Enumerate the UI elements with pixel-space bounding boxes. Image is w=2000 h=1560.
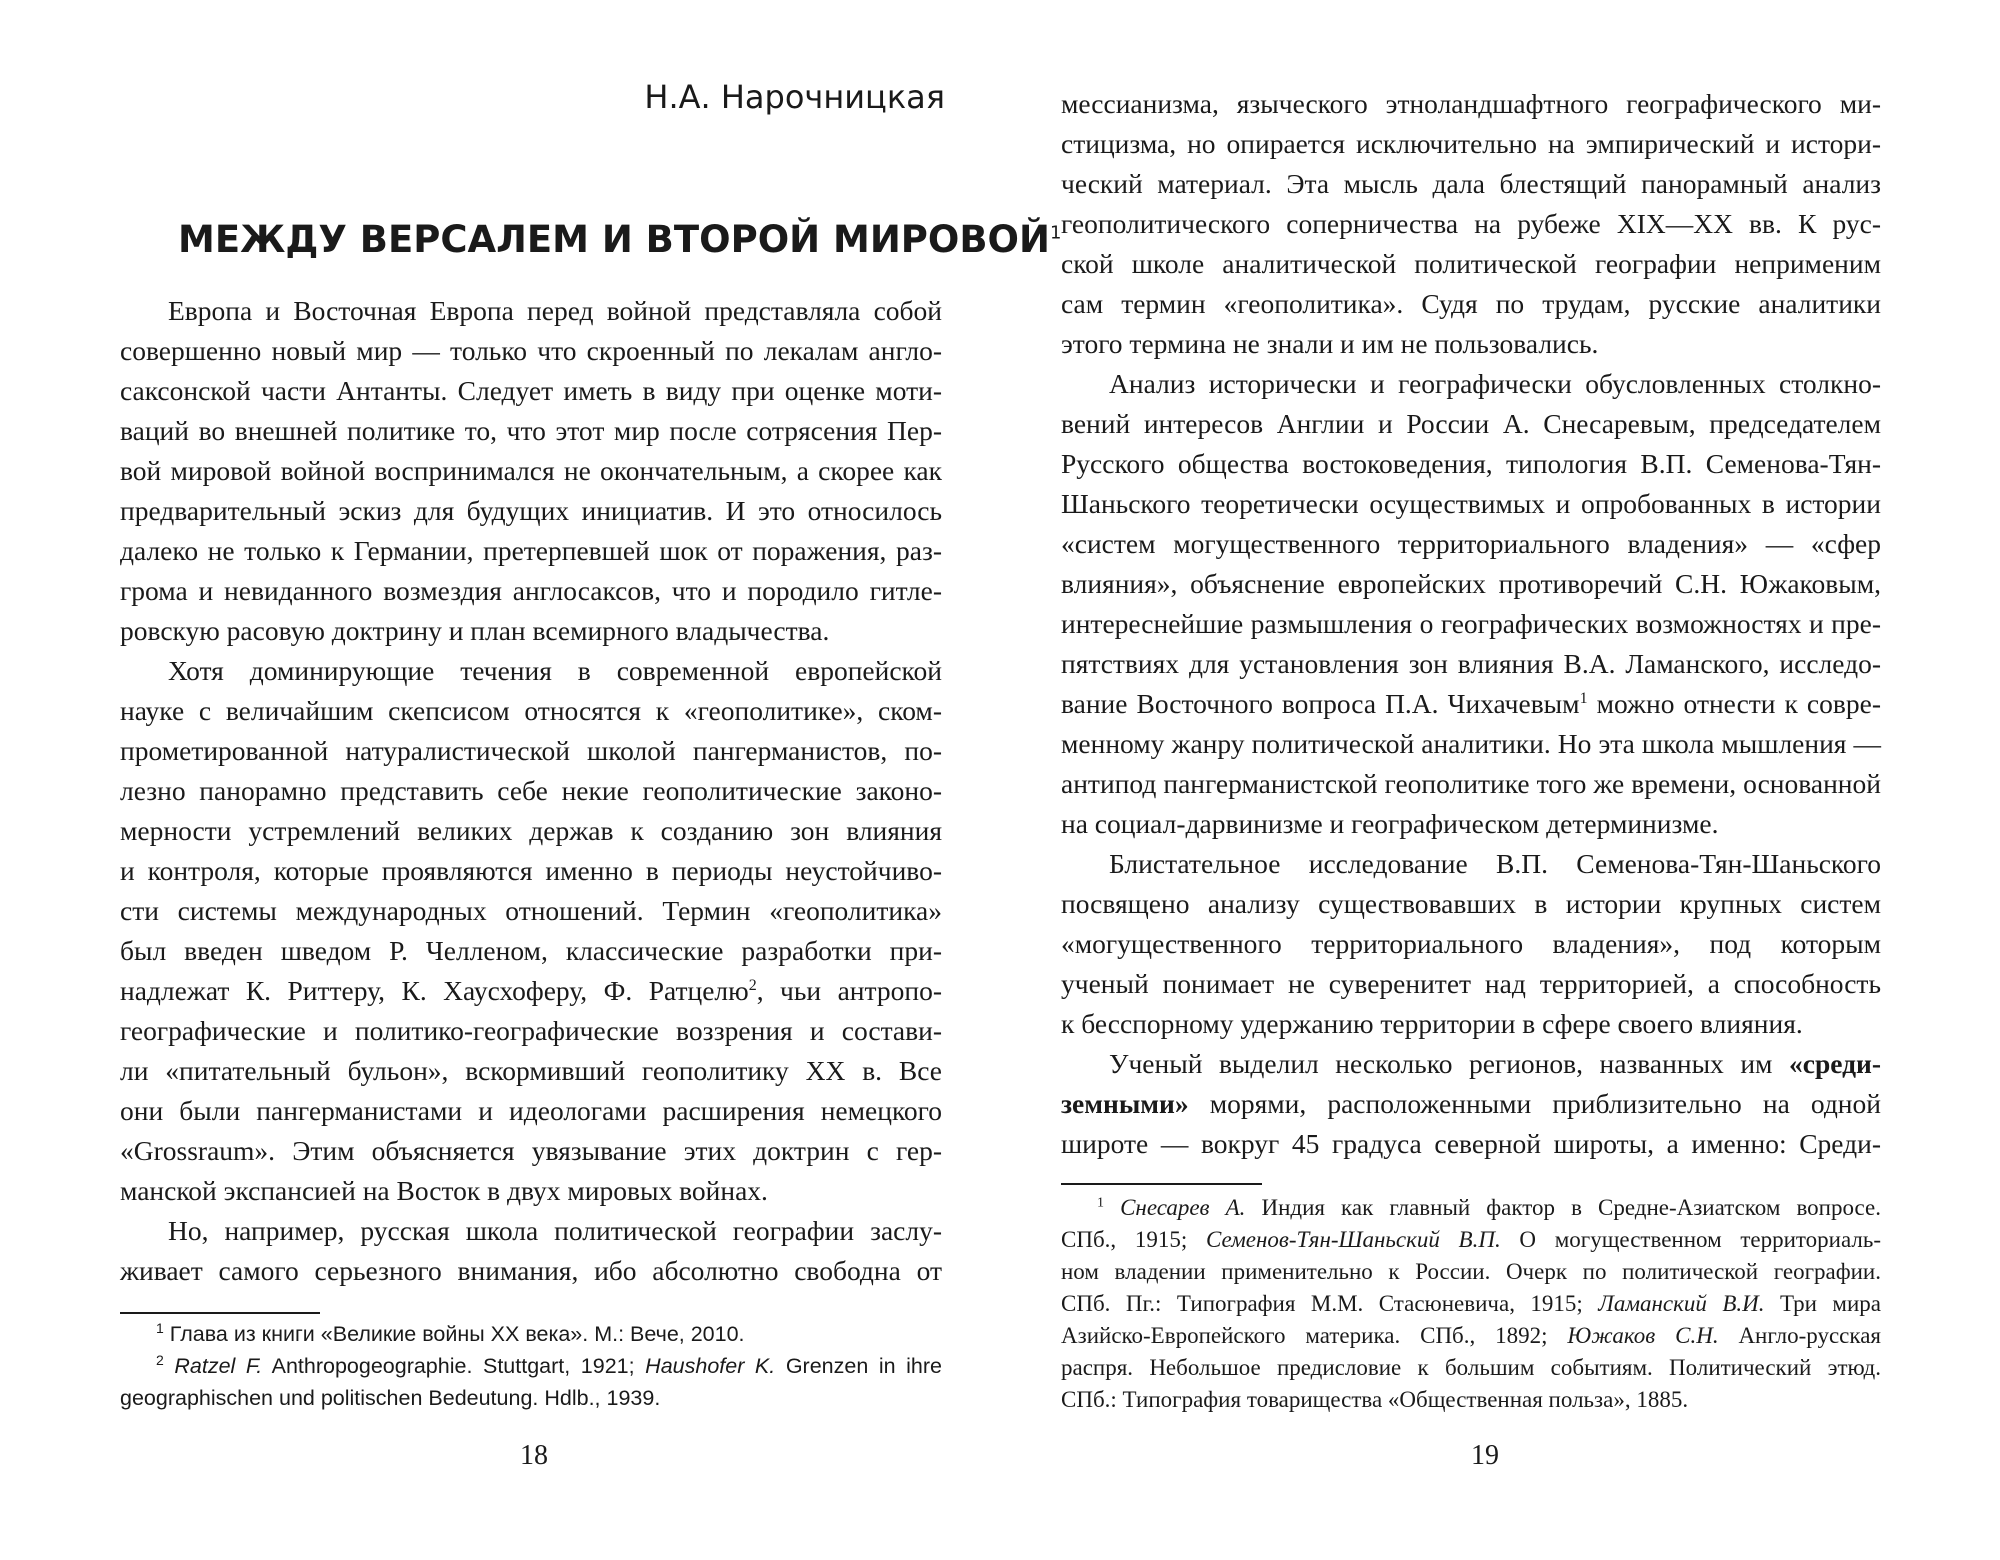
text-line: этого термина не знали и им не пользовались. [1061,328,1599,359]
footnote-divider [120,1312,320,1314]
text-line: сам термин «геополитика». Судя по трудам, русские аналитики [1061,288,1881,319]
footnote-1 [120,1318,942,1350]
text-line: мессианизма, языческого этноландшафтного географического ми- [1061,88,1881,119]
text-line: они были пангерманистами и идеологами расширения немецкого [120,1095,942,1126]
text-line: мерности устремлений великих держав к созданию зон влияния [120,815,942,846]
footnote-text-line: geographischen und politischen Bedeutung. Hdlb., 1939. [120,1386,661,1410]
text-line: влияния», объяснение европейских противоречий С.Н. Южаковым, [1061,568,1881,599]
right-page [1000,0,2000,1560]
footnote-text: Глава из книги «Великие войны XX века». М.: Вече, 2010. [169,1322,745,1346]
text-line: Но, например, русская школа политической географии заслу- [168,1215,942,1246]
text-line: далеко не только к Германии, претерпевшей шок от поражения, раз- [120,535,942,566]
footnote-divider [1061,1183,1262,1185]
footnote-text-line [1061,1288,1881,1320]
footnote-text-line: ном владении применительно к России. Очерк по политической географии. [1061,1259,1881,1284]
text-line: живает самого серьезного внимания, ибо абсолютно свободна от [120,1255,942,1286]
chapter-title-text: МЕЖДУ ВЕРСАЛЕМ И ВТОРОЙ МИРОВОЙ [178,218,1050,261]
text-line: на социал-дарвинизме и географическом детерминизме. [1061,808,1719,839]
text-line: географические и политико-географические воззрения и состави- [120,1015,942,1046]
text-segment: , чьи антропо- [756,975,942,1006]
footnote-2 [120,1350,942,1382]
footnote-text-line [1061,1320,1881,1352]
text-line: «Grossraum». Этим объясняется увязывание этих доктрин с гер- [120,1135,942,1166]
footnote-marker: 2 [748,976,757,994]
text-line: ваций во внешней политике то, что этот мир после сотрясения Пер- [120,415,942,446]
text-segment: можно отнести к совре- [1587,688,1881,719]
text-line: и контроля, которые проявляются именно в периоды неустойчиво- [120,855,942,886]
footnote-text: Anthropogeographie. Stuttgart, 1921; [262,1354,646,1378]
title-footnote-marker: 1 [1049,222,1062,244]
footnote-text: СПб. Пг.: Типография М.М. Стасюневича, 1915; [1061,1291,1599,1316]
text-line: менному жанру политической аналитики. Но эта школа мышления — [1061,728,1881,759]
text-line: грома и невиданного возмездия англосаксов, что и породило гитле- [120,575,942,606]
page-number: 18 [520,1440,548,1471]
footnote-text: Индия как главный фактор в Средне-Азиатском вопросе. [1245,1195,1881,1220]
left-footnotes [120,1318,942,1414]
footnote-author: Ratzel F. [174,1354,263,1378]
bold-term: «среди- [1788,1048,1881,1079]
left-body-text [120,291,942,1291]
bold-term: земными» [1061,1088,1189,1119]
text-line: пятствиях для установления зон влияния В.А. Ламанского, исследо- [1061,648,1881,679]
running-header-author: Н.А. Нарочницкая [644,78,945,116]
text-line: вений интересов Англии и России А. Снесаревым, председателем [1061,408,1881,439]
text-line: манской экспансией на Восток в двух мировых войнах. [120,1175,768,1206]
text-line [1061,684,1881,724]
footnote-number: 2 [156,1351,164,1368]
text-line: «могущественного территориального владения», под которым [1061,928,1881,959]
footnote-text: Три мира [1764,1291,1882,1316]
text-line: антипод пангерманистской геополитике того же времени, основанной [1061,768,1881,799]
footnote-author: Снесарев А. [1120,1195,1246,1220]
text-line: был введен шведом Р. Челленом, классические разработки при- [120,935,942,966]
footnote-text-line: СПб.: Типография товарищества «Общественная польза», 1885. [1061,1387,1689,1412]
right-footnotes [1061,1192,1881,1416]
text-line: ской школе аналитической политической географии неприменим [1061,248,1881,279]
text-line: посвящено анализу существовавших в истории крупных систем [1061,888,1881,919]
text-line: «систем могущественного территориального владения» — «сфер [1061,528,1881,559]
text-line: Шаньского теоретически осуществимых и опробованных в истории [1061,488,1881,519]
right-body-text [1061,84,1881,1164]
text-line: ученый понимает не суверенитет над территорией, а способность [1061,968,1881,999]
text-segment: морями, расположенными приблизительно на одной [1188,1088,1881,1119]
text-segment: надлежат К. Риттеру, К. Хаусхоферу, Ф. Ратцелю [120,975,749,1006]
footnote-text-line [1061,1224,1881,1256]
text-line: науке с величайшим скепсисом относятся к «геополитике», ском- [120,695,942,726]
text-line: предварительный эскиз для будущих инициатив. И это относилось [120,495,942,526]
text-line: совершенно новый мир — только что скроенный по лекалам англо- [120,335,942,366]
footnote-text: Азийско-Европейского материка. СПб., 1892; [1061,1323,1568,1348]
text-line: стицизма, но опирается исключительно на эмпирический и истори- [1061,128,1881,159]
text-line: Хотя доминирующие течения в современной европейской [168,655,942,686]
text-line [120,971,942,1011]
text-line: к бесспорному удержанию территории в сфере своего влияния. [1061,1008,1803,1039]
text-line: Европа и Восточная Европа перед войной представляла собой [168,295,942,326]
text-segment: вание Восточного вопроса П.А. Чихачевым [1061,688,1580,719]
footnote-author: Haushofer K. [645,1354,776,1378]
text-line: ровскую расовую доктрину и план всемирного владычества. [120,615,830,646]
text-line: прометированной натуралистической школой пангерманистов, по- [120,735,942,766]
text-line: ческий материал. Эта мысль дала блестящий панорамный анализ [1061,168,1881,199]
text-line: интереснейшие размышления о географических возможностях и пре- [1061,608,1881,639]
text-line: Русского общества востоковедения, типология В.П. Семенова-Тян- [1061,448,1881,479]
text-line [1061,1044,1881,1084]
chapter-title [178,218,1061,261]
footnote-text: Grenzen in ihre [775,1354,942,1378]
text-line: ли «питательный бульон», вскормивший геополитику XX в. Все [120,1055,942,1086]
text-line [1061,1084,1881,1124]
text-line: Блистательное исследование В.П. Семенова-Тян-Шаньского [1109,848,1881,879]
text-line: широте — вокруг 45 градуса северной широты, а именно: Среди- [1061,1128,1881,1159]
footnote-text: Англо-русская [1718,1323,1881,1348]
footnote-author: Ламанский В.И. [1598,1291,1765,1316]
text-line: Анализ исторически и географически обусловленных столкно- [1109,368,1881,399]
footnote-1 [1061,1192,1881,1224]
footnote-text-line: распря. Небольшое предисловие к большим событиям. Политический этюд. [1061,1355,1881,1380]
text-line: вой мировой войной воспринимался не окончательным, а скорее как [120,455,942,486]
text-segment: Ученый выделил несколько регионов, названных им [1109,1048,1789,1079]
footnote-marker: 1 [1579,689,1588,707]
text-line: сти системы международных отношений. Термин «геополитика» [120,895,942,926]
footnote-author: Семенов-Тян-Шаньский В.П. [1205,1227,1501,1252]
footnote-text: О могущественном территориаль- [1500,1227,1881,1252]
text-line: геополитического соперничества на рубеже XIX—XX вв. К рус- [1061,208,1881,239]
text-line: лезно панорамно представить себе некие геополитические законо- [120,775,942,806]
footnote-author: Южаков С.Н. [1567,1323,1719,1348]
page-number: 19 [1471,1440,1499,1471]
text-line: саксонской части Антанты. Следует иметь в виду при оценке моти- [120,375,942,406]
footnote-text: СПб., 1915; [1061,1227,1206,1252]
footnote-number: 1 [156,1319,164,1336]
footnote-number: 1 [1097,1195,1104,1211]
